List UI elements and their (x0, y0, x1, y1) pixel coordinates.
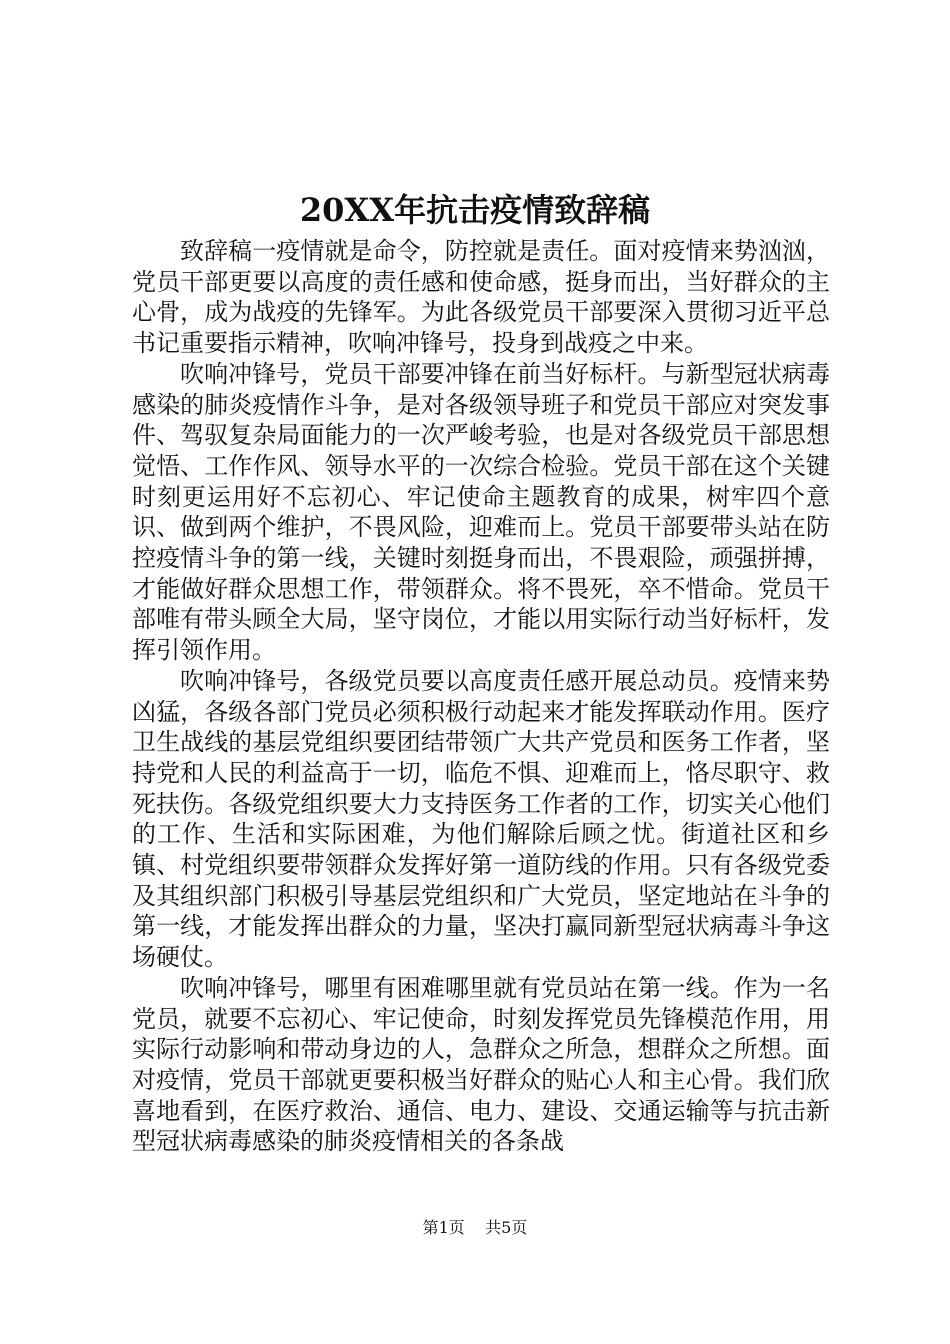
document-title: 20XX年抗击疫情致辞稿 (299, 191, 651, 229)
page-gap (470, 1218, 480, 1237)
page-footer (0, 1218, 950, 1238)
page-number: 第1页 (422, 1218, 465, 1237)
document-body (132, 236, 830, 1157)
page-total: 共5页 (485, 1218, 528, 1237)
paragraph-4: 吹响冲锋号，哪里有困难哪里就有党员站在第一线。作为一名党员，就要不忘初心、牢记使命，时刻发挥党员先锋模范作用，用实际行动影响和带动身边的人，急群众之所急，想群众之所想。面对疫情，党员干部就更要积极当好群众的贴心人和主心骨。我们欣喜地看到，在医疗救治、通信、电力、建设、交通运输等与抗击新型冠状病毒感染的肺炎疫情相关的各条战 (132, 973, 830, 1156)
paragraph-1: 致辞稿一疫情就是命令，防控就是责任。面对疫情来势汹汹，党员干部更要以高度的责任感和使命感，挺身而出，当好群众的主心骨，成为战疫的先锋军。为此各级党员干部要深入贯彻习近平总书记重要指示精神，吹响冲锋号，投身到战疫之中来。 (132, 237, 830, 358)
paragraph-3: 吹响冲锋号，各级党员要以高度责任感开展总动员。疫情来势凶猛，各级各部门党员必须积极行动起来才能发挥联动作用。医疗卫生战线的基层党组织要团结带领广大共产党员和医务工作者，坚持党和人民的利益高于一切，临危不惧、迎难而上，恪尽职守、救死扶伤。各级党组织要大力支持医务工作者的工作，切实关心他们的工作、生活和实际困难，为他们解除后顾之忧。街道社区和乡镇、村党组织要带领群众发挥好第一道防线的作用。只有各级党委及其组织部门积极引导基层党组织和广大党员，坚定地站在斗争的第一线，才能发挥出群众的力量，坚决打赢同新型冠状病毒斗争这场硬仗。 (132, 666, 830, 972)
paragraph-2: 吹响冲锋号，党员干部要冲锋在前当好标杆。与新型冠状病毒感染的肺炎疫情作斗争，是对各级领导班子和党员干部应对突发事件、驾驭复杂局面能力的一次严峻考验，也是对各级党员干部思想觉悟、工作作风、领导水平的一次综合检验。党员干部在这个关键时刻更运用好不忘初心、牢记使命主题教育的成果，树牢四个意识、做到两个维护，不畏风险，迎难而上。党员干部要带头站在防控疫情斗争的第一线，关键时刻挺身而出，不畏艰险，顽强拼搏，才能做好群众思想工作，带领群众。将不畏死，卒不惜命。党员干部唯有带头顾全大局，坚守岗位，才能以用实际行动当好标杆，发挥引领作用。 (132, 359, 830, 665)
